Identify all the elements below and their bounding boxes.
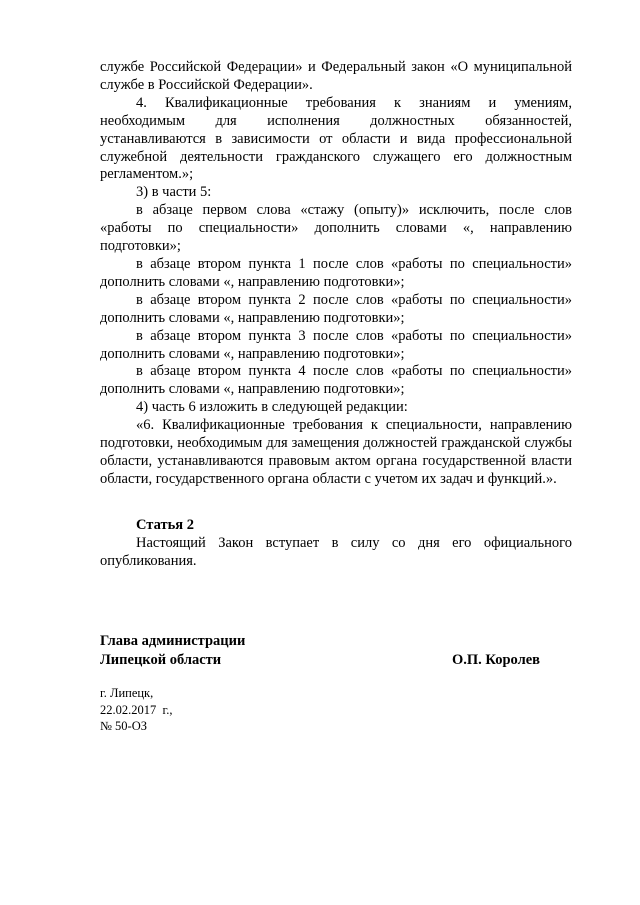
body-paragraph: 4. Квалификационные требования к знаниям и умениям, необходимым для исполнения должностных обязанностей, устанавливаются в зависимости от области и вида профессиональной служебной деятельности гражданского служащего его должностным регламентом.»; [100,94,572,183]
body-paragraph: 4) часть 6 изложить в следующей редакции: [136,399,408,416]
body-paragraph: 3) в части 5: [136,184,212,201]
body-paragraph: в абзаце втором пункта 3 после слов «работы по специальности» дополнить словами «, направлению подготовки»; [100,327,572,362]
body-paragraph: в абзаце первом слова «стажу (опыту)» исключить, после слов «работы по специальности» дополнить словами «, направлению подготовки»; [100,202,572,255]
body-paragraph: в абзаце втором пункта 4 после слов «работы по специальности» дополнить словами «, направлению подготовки»; [100,363,572,398]
meta-number: № 50-ОЗ [100,719,148,733]
signature-block [100,632,540,670]
body-paragraph: службе Российской Федерации» и Федеральный закон «О муниципальной службе в Российской Федерации». [100,59,572,93]
meta-date: 22.02.2017 г., [100,702,173,717]
body-paragraph: «6. Квалификационные требования к специальности, направлению подготовки, необходимым для замещения должностей гражданской службы области, устанавливаются правовым актом органа государственной власти области, государственного органа области с учетом их задач и функций.». [100,417,572,487]
article-2-heading: Статья 2 [136,516,194,533]
paragraph-list [100,59,572,489]
body-paragraph: в абзаце втором пункта 1 после слов «работы по специальности» дополнить словами «, направлению подготовки»; [100,255,572,290]
signature-title-line-1: Глава администрации [100,633,246,649]
body-paragraph: в абзаце втором пункта 2 после слов «работы по специальности» дополнить словами «, направлению подготовки»; [100,291,572,326]
signatory-name: О.П. Королев [452,652,540,668]
signature-title-line-2: Липецкой области [100,652,222,668]
document-meta [100,685,172,735]
meta-city: г. Липецк, [100,686,154,700]
document-body [100,59,572,571]
article-2-text: Настоящий Закон вступает в силу со дня его официального опубликования. [100,534,572,569]
signature-row [100,651,540,670]
